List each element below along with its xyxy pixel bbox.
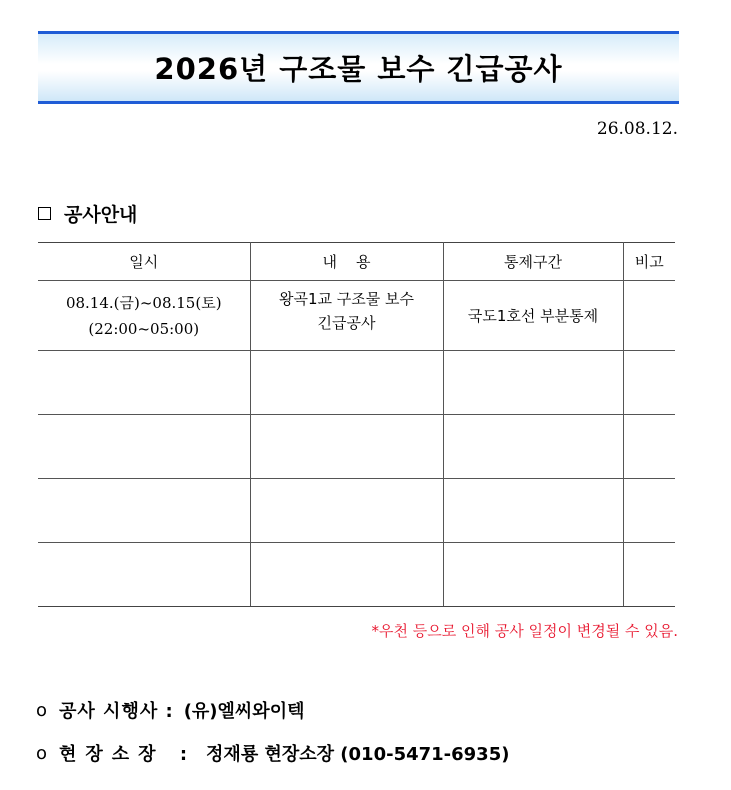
site-manager-line: [36, 740, 509, 766]
cell-control-section: [443, 351, 623, 415]
site-manager-label: 현장소장 :: [59, 744, 197, 765]
cell-content: [250, 351, 443, 415]
cell-content-line1: 왕곡1교 구조물 보수: [278, 290, 414, 308]
cell-control-section: 국도1호선 부분통제: [443, 281, 623, 351]
cell-control-section: [443, 543, 623, 607]
cell-date-line1: 08.14.(금)~08.15(토): [65, 293, 222, 312]
document-title: 2026년 구조물 보수 긴급공사: [154, 52, 563, 86]
cell-date: [38, 479, 250, 543]
checkbox-square-icon: [38, 207, 51, 220]
table-row: [38, 543, 675, 607]
cell-date: [38, 351, 250, 415]
schedule-change-note: *우천 등으로 인해 공사 일정이 변경될 수 있음.: [371, 622, 678, 640]
cell-content-line2: 긴급공사: [317, 314, 376, 332]
contractor-label: 공사 시행사 :: [59, 701, 174, 722]
cell-remarks: [623, 281, 675, 351]
cell-content: [250, 479, 443, 543]
title-banner: [38, 31, 679, 104]
cell-control-section: [443, 479, 623, 543]
section-heading-text: 공사안내: [64, 204, 138, 226]
section-heading: [38, 200, 137, 227]
table-row: [38, 281, 675, 351]
cell-date: [38, 415, 250, 479]
cell-date-line2: (22:00~05:00): [88, 319, 200, 338]
schedule-table: [38, 242, 675, 607]
bullet-icon: o: [36, 699, 48, 721]
cell-content: [250, 415, 443, 479]
cell-remarks: [623, 351, 675, 415]
table-row: [38, 415, 675, 479]
header-content: 내 용: [250, 243, 443, 281]
contractor-value: (유)엘씨와이텍: [183, 701, 305, 722]
header-control-section: 통제구간: [443, 243, 623, 281]
cell-content: [250, 543, 443, 607]
header-remarks: 비고: [623, 243, 675, 281]
document-date: 26.08.12.: [596, 119, 678, 139]
cell-control-section: [443, 415, 623, 479]
contractor-line: [36, 697, 304, 723]
cell-remarks: [623, 543, 675, 607]
table-row: [38, 479, 675, 543]
table-header-row: [38, 243, 675, 281]
cell-content: [250, 281, 443, 351]
table-row: [38, 351, 675, 415]
cell-remarks: [623, 479, 675, 543]
cell-date: [38, 281, 250, 351]
bullet-icon: o: [36, 742, 48, 764]
cell-remarks: [623, 415, 675, 479]
site-manager-value: 정재룡 현장소장 (010-5471-6935): [206, 744, 510, 765]
cell-date: [38, 543, 250, 607]
header-date: 일시: [38, 243, 250, 281]
